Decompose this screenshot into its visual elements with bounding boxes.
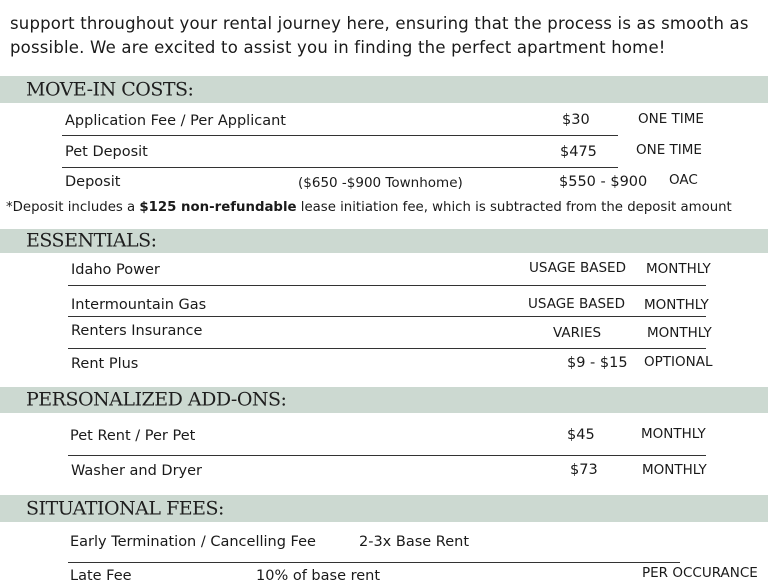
row-label: Pet Deposit: [65, 144, 148, 160]
section-title: ESSENTIALS:: [26, 229, 157, 252]
row-divider: [68, 285, 706, 286]
intro-line-1: support throughout your rental journey here, ensuring that the process is as smooth as: [10, 14, 749, 33]
row-amount: USAGE BASED: [528, 296, 625, 312]
intro-paragraph: [10, 0, 760, 60]
section-header-situational-fees: [0, 495, 768, 522]
row-label: Deposit: [65, 174, 121, 190]
footnote-post: lease initiation fee, which is subtracted from the deposit amount: [296, 200, 732, 215]
row-term: OAC: [669, 172, 698, 188]
row-amount: $45: [567, 427, 595, 443]
row-amount: VARIES: [553, 325, 602, 341]
row-amount: $550 - $900: [559, 174, 648, 190]
deposit-footnote: [6, 200, 732, 215]
row-term: ONE TIME: [636, 142, 702, 158]
row-divider: [68, 316, 706, 317]
row-divider: [68, 348, 706, 349]
row-label: Application Fee / Per Applicant: [65, 113, 286, 129]
section-header-essentials: [0, 229, 768, 253]
row-amount: 2-3x Base Rent: [359, 534, 470, 550]
row-divider: [62, 167, 618, 168]
row-label: Pet Rent / Per Pet: [70, 428, 196, 444]
section-title: SITUATIONAL FEES:: [26, 497, 224, 519]
section-title: PERSONALIZED ADD-ONS:: [26, 388, 287, 411]
row-note: ($650 -$900 Townhome): [298, 175, 463, 191]
section-header-personalized-add-ons: [0, 387, 768, 413]
row-label: Idaho Power: [71, 262, 160, 278]
intro-line-2: possible. We are excited to assist you in finding the perfect apartment home!: [10, 38, 666, 57]
row-divider: [68, 455, 706, 456]
row-term: MONTHLY: [642, 462, 707, 478]
row-term: PER OCCURANCE: [642, 565, 758, 581]
section-title: MOVE-IN COSTS:: [26, 78, 194, 100]
row-term: MONTHLY: [644, 297, 709, 313]
row-label: Washer and Dryer: [71, 463, 203, 479]
row-amount: $73: [570, 462, 598, 478]
row-amount: USAGE BASED: [529, 260, 626, 276]
section-header-move-in-costs: [0, 76, 768, 103]
row-label: Intermountain Gas: [71, 297, 207, 313]
row-term: OPTIONAL: [644, 354, 713, 370]
row-label: Rent Plus: [71, 356, 139, 372]
row-label: Early Termination / Cancelling Fee: [70, 534, 316, 550]
row-amount: 10% of base rent: [256, 568, 381, 584]
row-term: MONTHLY: [641, 426, 706, 442]
row-term: ONE TIME: [638, 111, 704, 127]
footnote-pre: *Deposit includes a: [6, 200, 140, 215]
row-divider: [62, 135, 618, 136]
row-label: Renters Insurance: [71, 323, 203, 339]
row-divider: [68, 562, 680, 563]
row-term: MONTHLY: [647, 325, 712, 341]
row-term: MONTHLY: [646, 261, 711, 277]
footnote-bold: $125 non-refundable: [139, 200, 297, 215]
row-amount: $30: [562, 112, 590, 128]
row-label: Late Fee: [70, 568, 132, 584]
row-amount: $475: [560, 144, 597, 160]
row-amount: $9 - $15: [567, 355, 628, 371]
